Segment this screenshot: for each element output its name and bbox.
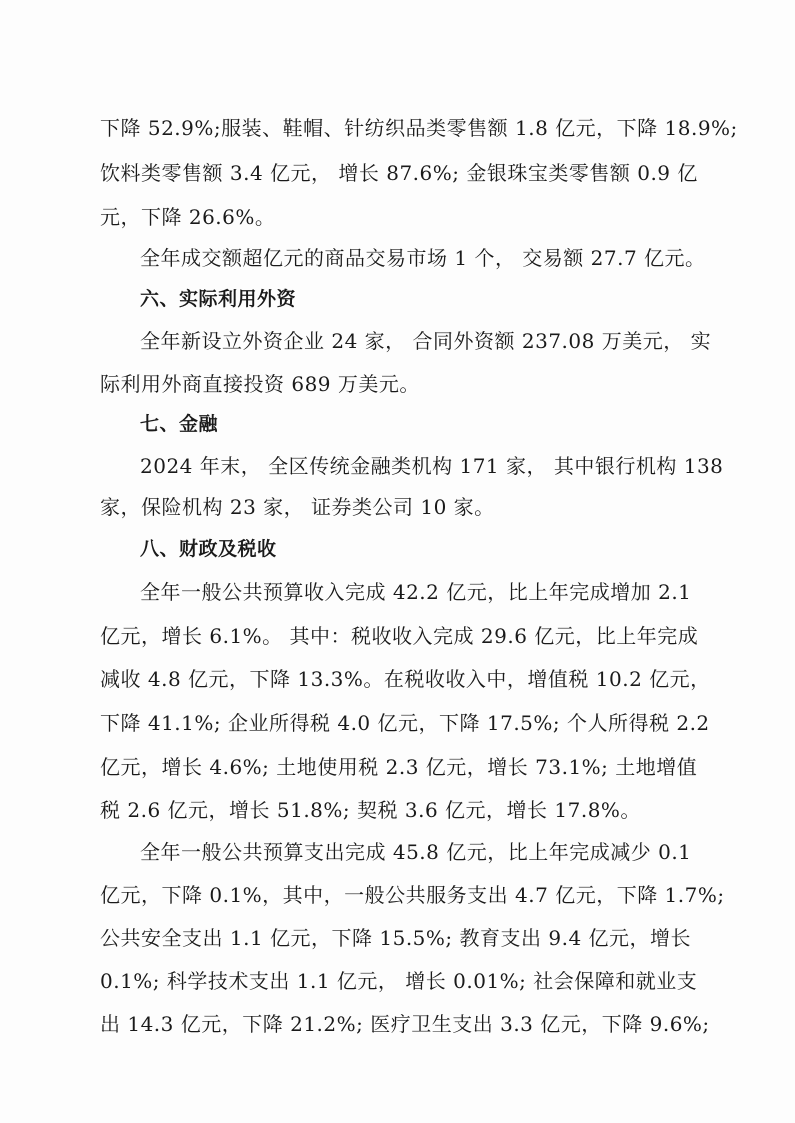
paragraph-line: 饮料类零售额 3.4 亿元， 增长 87.6%; 金银珠宝类零售额 0.9 亿 [100, 161, 698, 185]
paragraph-line: 际利用外商直接投资 689 万美元。 [100, 372, 420, 396]
section-heading: 七、金融 [140, 413, 219, 435]
paragraph-line: 下降 52.9%;服装、鞋帽、针纺织品类零售额 1.8 亿元，下降 18.9%; [100, 116, 738, 140]
paragraph-line: 下降 41.1%; 企业所得税 4.0 亿元，下降 17.5%; 个人所得税 2.2 [100, 711, 710, 735]
paragraph-line: 全年新设立外资企业 24 家， 合同外资额 237.08 万美元， 实 [140, 329, 712, 353]
paragraph-line: 家，保险机构 23 家， 证券类公司 10 家。 [100, 495, 495, 519]
paragraph-line: 亿元，下降 0.1%，其中，一般公共服务支出 4.7 亿元，下降 1.7%; [100, 883, 725, 907]
section-heading: 八、财政及税收 [140, 538, 277, 560]
paragraph-line: 亿元，增长 6.1%。 其中：税收收入完成 29.6 亿元，比上年完成 [100, 624, 699, 648]
paragraph-line: 税 2.6 亿元，增长 51.8%; 契税 3.6 亿元，增长 17.8%。 [100, 798, 641, 822]
paragraph-line: 元，下降 26.6%。 [100, 205, 276, 229]
paragraph-line: 公共安全支出 1.1 亿元，下降 15.5%; 教育支出 9.4 亿元，增长 [100, 926, 692, 950]
section-heading: 六、实际利用外资 [140, 288, 297, 310]
paragraph-line: 0.1%; 科学技术支出 1.1 亿元， 增长 0.01%; 社会保障和就业支 [100, 969, 698, 993]
paragraph-line: 2024 年末， 全区传统金融类机构 171 家， 其中银行机构 138 [140, 454, 724, 478]
paragraph-line: 全年一般公共预算支出完成 45.8 亿元，比上年完成减少 0.1 [140, 840, 692, 864]
paragraph-line: 亿元，增长 4.6%; 土地使用税 2.3 亿元，增长 73.1%; 土地增值 [100, 755, 698, 779]
paragraph-line: 出 14.3 亿元，下降 21.2%; 医疗卫生支出 3.3 亿元，下降 9.6%; [100, 1012, 710, 1036]
paragraph-line: 减收 4.8 亿元，下降 13.3%。在税收收入中，增值税 10.2 亿元， [100, 667, 711, 691]
paragraph-line: 全年成交额超亿元的商品交易市场 1 个， 交易额 27.7 亿元。 [140, 246, 706, 270]
paragraph-line: 全年一般公共预算收入完成 42.2 亿元，比上年完成增加 2.1 [140, 580, 692, 604]
